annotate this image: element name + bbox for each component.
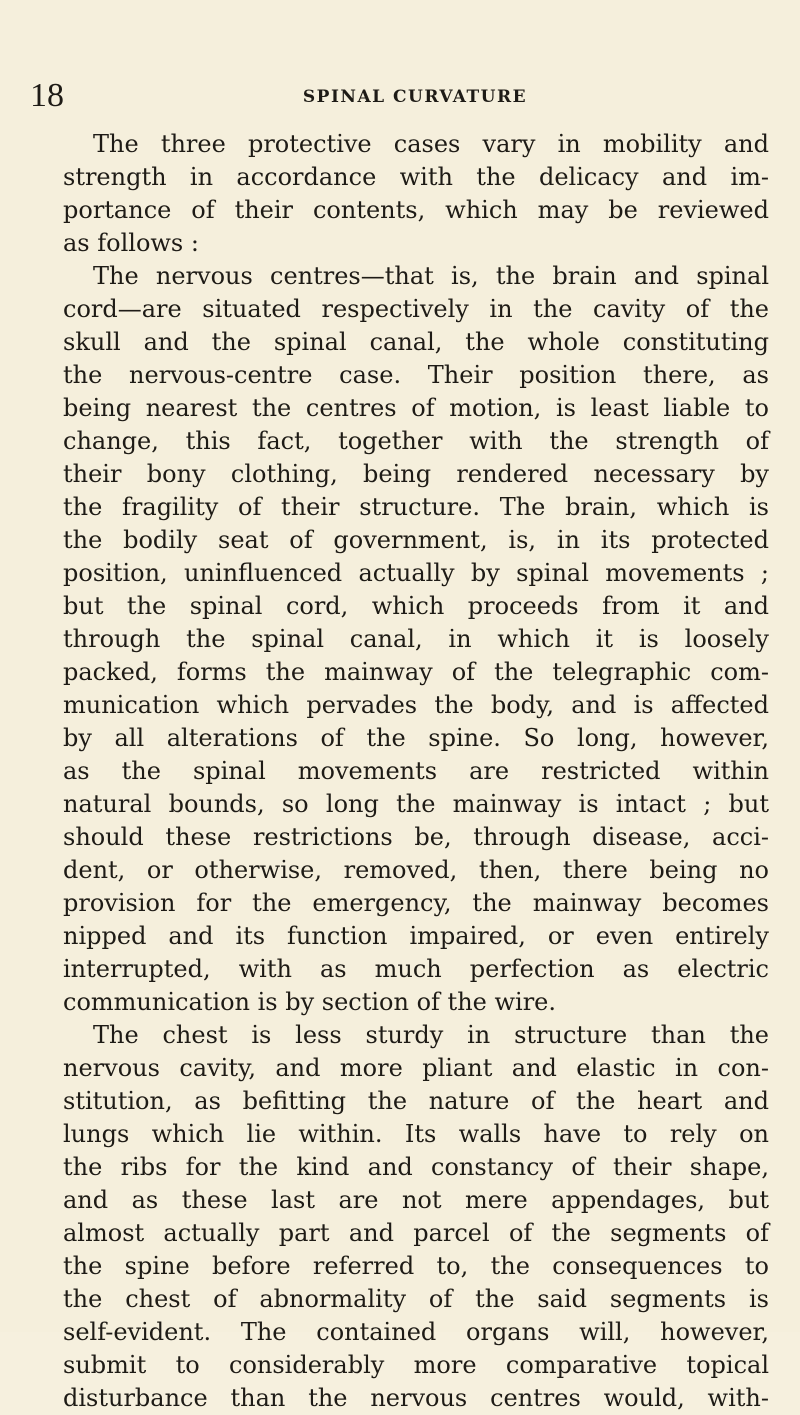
text-line: the spine before referred to, the consequences to [63,1252,769,1280]
text-line: and as these last are not mere appendages, but [63,1186,769,1214]
body-text [63,128,769,1415]
text-line: as the spinal movements are restricted within [63,757,769,785]
text-line: provision for the emergency, the mainway becomes [63,889,769,917]
text-line: lungs which lie within. Its walls have to rely on [63,1120,769,1148]
text-line: the ribs for the kind and constancy of their shape, [63,1153,769,1181]
text-line: the chest of abnormality of the said segments is [63,1285,769,1313]
text-line: The chest is less sturdy in structure than the [93,1021,769,1049]
running-head: SPINAL CURVATURE [302,87,528,107]
text-line: dent, or otherwise, removed, then, there being no [63,856,769,884]
text-line: portance of their contents, which may be reviewed [63,196,769,224]
text-line: strength in accordance with the delicacy and im- [63,163,769,191]
page-number: 18 [30,77,64,114]
text-line: cord—are situated respectively in the cavity of the [63,295,769,323]
text-line: The three protective cases vary in mobility and [93,130,769,158]
text-line: should these restrictions be, through disease, acci- [63,823,769,851]
text-line: through the spinal canal, in which it is loosely [63,625,769,653]
text-line: their bony clothing, being rendered necessary by [63,460,769,488]
text-line: interrupted, with as much perfection as electric [63,955,769,983]
text-line: disturbance than the nervous centres would, with- [63,1384,769,1412]
text-line: by all alterations of the spine. So long, however, [63,724,769,752]
text-line: nervous cavity, and more pliant and elastic in con- [63,1054,769,1082]
text-line: natural bounds, so long the mainway is intact ; but [63,790,769,818]
text-line: stitution, as befitting the nature of the heart and [63,1087,769,1115]
page-header [30,76,770,116]
text-line: almost actually part and parcel of the segments of [63,1219,769,1247]
text-line: the bodily seat of government, is, in its protected [63,526,769,554]
text-line: as follows : [63,229,199,257]
text-line: change, this fact, together with the strength of [63,427,769,455]
text-line: The nervous centres—that is, the brain and spinal [93,262,769,290]
text-line: nipped and its function impaired, or even entirely [63,922,769,950]
text-line: the nervous-centre case. Their position there, as [63,361,769,389]
text-line: communication is by section of the wire. [63,988,557,1016]
text-line: self-evident. The contained organs will, however, [63,1318,769,1346]
text-line: munication which pervades the body, and is affected [63,691,769,719]
text-line: skull and the spinal canal, the whole constituting [63,328,769,356]
text-line: packed, forms the mainway of the telegraphic com- [63,658,769,686]
text-line: the fragility of their structure. The brain, which is [63,493,769,521]
text-line: but the spinal cord, which proceeds from it and [63,592,769,620]
text-line: position, uninfluenced actually by spinal movements ; [63,559,769,587]
text-line: being nearest the centres of motion, is least liable to [63,394,769,422]
text-line: submit to considerably more comparative topical [63,1351,769,1379]
